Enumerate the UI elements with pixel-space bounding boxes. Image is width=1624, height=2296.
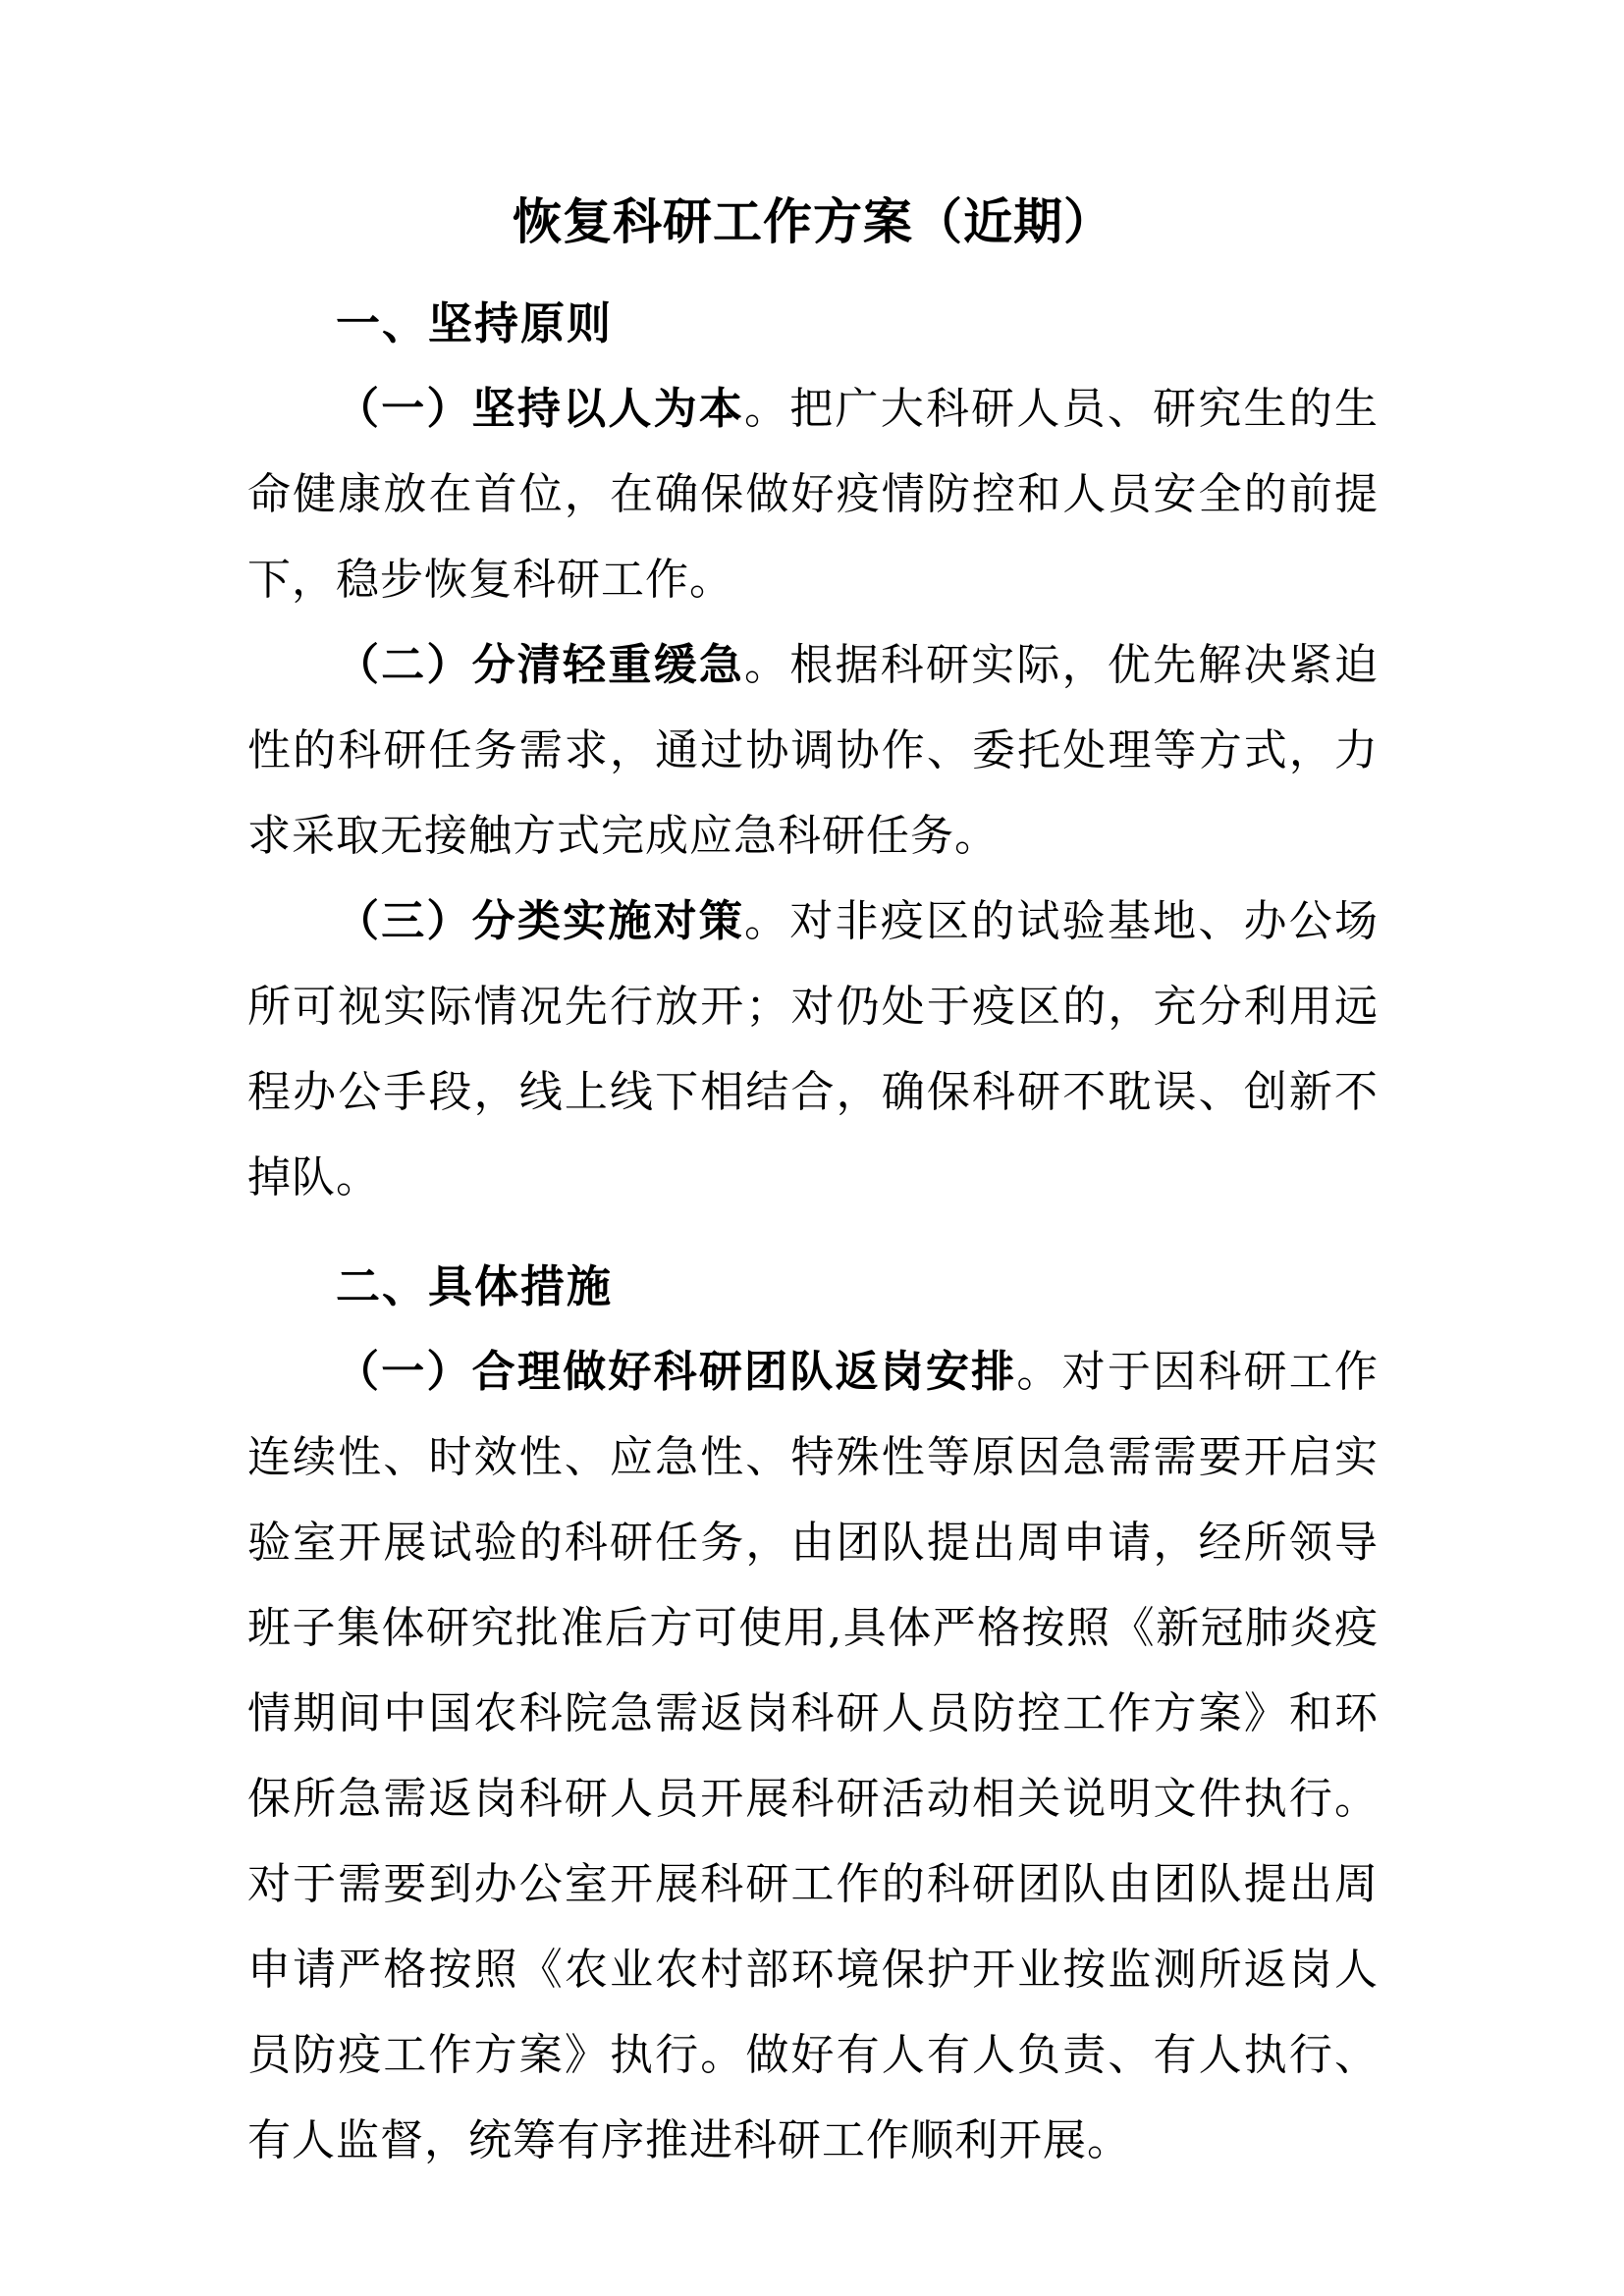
section-heading-principles: 一、坚持原则	[336, 297, 614, 349]
paragraph-lead: （一）坚持以人为本	[336, 384, 745, 434]
section-heading-measures: 二、具体措施	[336, 1260, 614, 1312]
paragraph-body: 。把广大科研人员、研究生的生命健康放在首位，在确保做好疫情防控和人员安全的前提下，稳步恢复科研工作。	[247, 384, 1380, 605]
paragraph-body: 。根据科研实际，优先解决紧迫性的科研任务需求，通过协调协作、委托处理等方式，力求采取无接触方式完成应急科研任务。	[247, 640, 1380, 861]
paragraph-body: 。对于因科研工作连续性、时效性、应急性、特殊性等原因急需需要开启实验室开展试验的科研任务，由团队提出周申请，经所领导班子集体研究批准后方可使用,具体严格按照《新冠肺炎疫情期间中国农科院急需返岗科研人员防控工作方案》和环保所急需返岗科研人员开展科研活动相关说明文件执行。对于需要到办公室开展科研工作的科研团队由团队提出周申请严格按照《农业农村部环境保护开业按监测所返岗人员防疫工作方案》执行。做好有人有人负责、有人执行、有人监督，统筹有序推进科研工作顺利开展。	[247, 1347, 1380, 2165]
document-content	[247, 0, 1379, 2183]
paragraph-lead: （三）分类实施对策	[336, 896, 745, 946]
paragraph-body: 。对非疫区的试验基地、办公场所可视实际情况先行放开；对仍处于疫区的，充分利用远程办公手段，线上线下相结合，确保科研不耽误、创新不掉队。	[247, 896, 1380, 1202]
paragraph-measure-1	[247, 1329, 1379, 2183]
paragraph-principle-2	[247, 622, 1379, 879]
paragraph-lead: （二）分清轻重缓急	[336, 640, 745, 690]
paragraph-principle-1	[247, 366, 1379, 622]
paragraph-principle-3	[247, 879, 1379, 1220]
document-title: 恢复科研工作方案（近期）	[513, 192, 1113, 250]
paragraph-lead: （一）合理做好科研团队返岗安排	[336, 1347, 1017, 1397]
